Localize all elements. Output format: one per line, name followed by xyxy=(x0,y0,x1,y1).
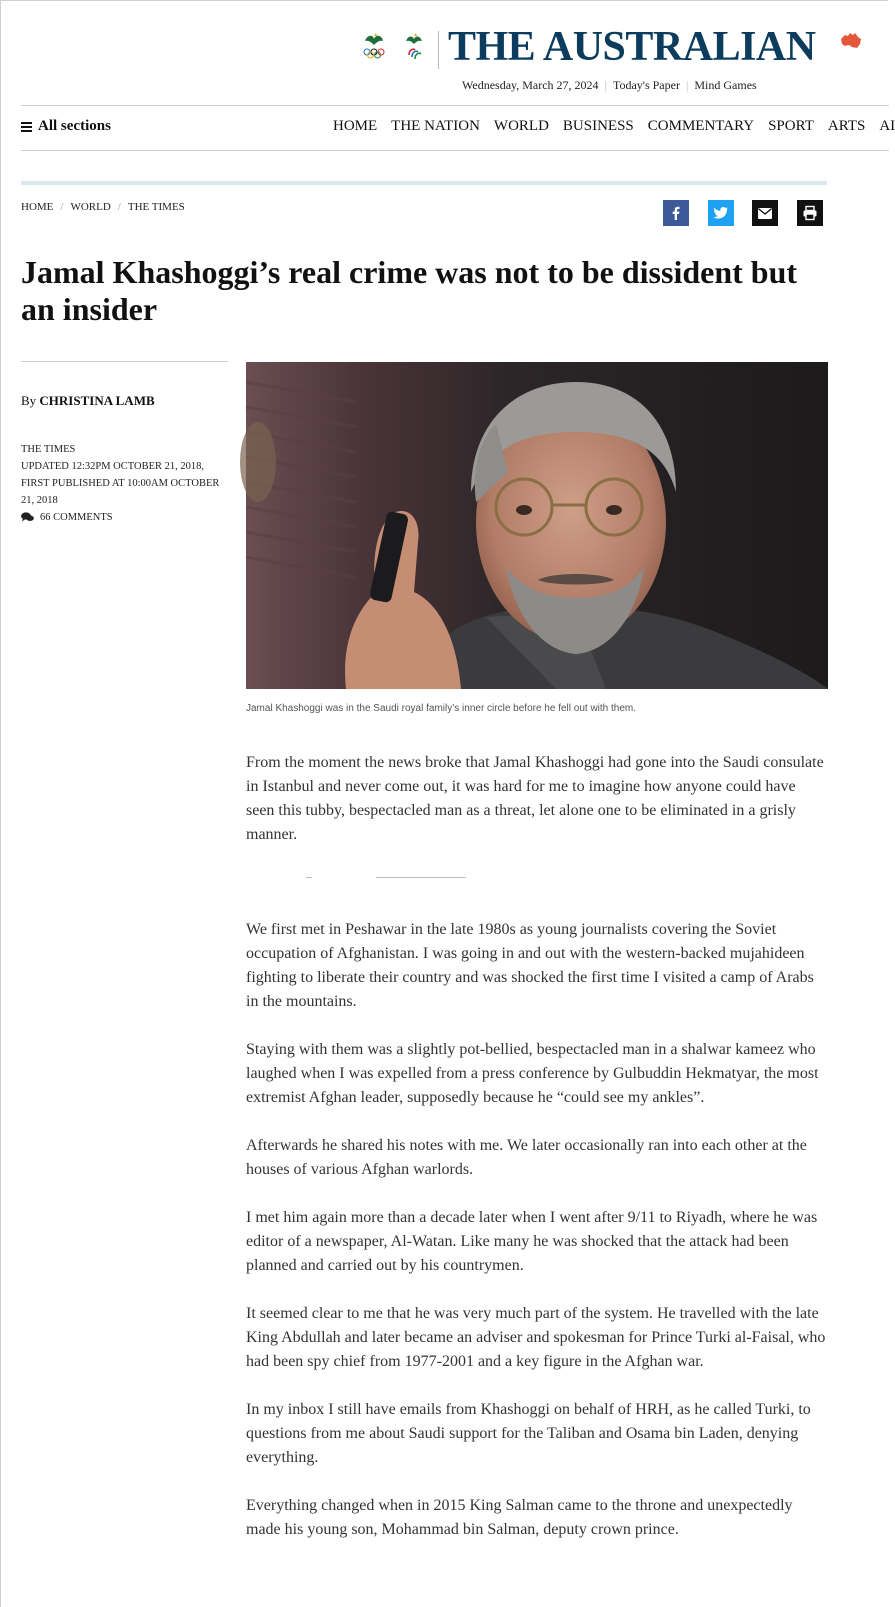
all-sections-button[interactable] xyxy=(21,118,111,135)
email-share-button[interactable] xyxy=(752,200,778,226)
article-source[interactable]: THE TIMES xyxy=(21,444,76,455)
twitter-icon xyxy=(714,207,728,219)
menu-icon xyxy=(21,122,32,132)
sponsor-logos xyxy=(359,31,429,69)
paragraph: I met him again more than a decade later when I went after 9/11 to Riyadh, where he was editor of a newspaper, Al-Watan. Like many he was shocked that the attack had been planned and carried out by his countrymen. xyxy=(246,1209,818,1274)
byline-divider xyxy=(21,361,228,362)
breadcrumb: HOME / WORLD / THE TIMES xyxy=(21,201,185,213)
nav-sport[interactable]: SPORT xyxy=(768,118,814,134)
australia-map-icon xyxy=(839,31,863,51)
todays-paper-link[interactable]: Today's Paper xyxy=(612,78,680,92)
facebook-icon xyxy=(670,206,682,220)
paragraph: We first met in Peshawar in the late 1980s as young journalists covering the Soviet occupation of Afghanistan. I was going in and out with the western-backed mujahideen fighting to liberate their country and was shocked the first time I visited a camp of Arabs in the mountains. xyxy=(246,921,814,1010)
author-link[interactable]: CHRISTINA LAMB xyxy=(39,393,155,408)
article-meta xyxy=(21,441,231,526)
paragraph: It seemed clear to me that he was very much part of the system. He travelled with the late King Abdullah and later became an adviser and spokesman for Prince Turki al-Faisal, who had been spy chief from 1977-2001 and a key figure in the Afghan war. xyxy=(246,1305,826,1370)
paragraph: In my inbox I still have emails from Khashoggi on behalf of HRH, as he called Turki, to questions from me about Saudi support for the Taliban and Osama bin Laden, denying everything. xyxy=(246,1401,811,1466)
masthead xyxy=(1,1,889,105)
nav-the-nation[interactable]: THE NATION xyxy=(391,118,480,134)
nav-world[interactable]: WORLD xyxy=(493,118,549,134)
breadcrumb-home[interactable]: HOME xyxy=(21,201,54,213)
comments-icon xyxy=(21,512,34,523)
article-body xyxy=(246,751,828,1566)
paragraph: Everything changed when in 2015 King Salman came to the throne and unexpectedly made his young son, Mohammad bin Salman, deputy crown prince. xyxy=(246,1497,793,1538)
paragraph: Afterwards he shared his notes with me. We later occasionally ran into each other at the houses of various Afghan warlords. xyxy=(246,1137,807,1178)
print-icon xyxy=(803,206,817,220)
breadcrumb-world[interactable]: WORLD xyxy=(70,201,111,213)
brand-logo[interactable]: THE AUSTRALIAN xyxy=(448,24,816,70)
print-button[interactable] xyxy=(797,200,823,226)
facebook-share-button[interactable] xyxy=(663,200,689,226)
ad-placeholder xyxy=(246,871,828,885)
nav-divider-bottom xyxy=(21,150,889,151)
nav-divider-top xyxy=(21,105,889,106)
nav-ai[interactable]: AI xyxy=(879,118,895,134)
main-nav xyxy=(333,118,895,135)
nav-home[interactable]: HOME xyxy=(333,118,378,134)
all-sections-label: All sections xyxy=(38,118,111,134)
article-timestamp: UPDATED 12:32PM OCTOBER 21, 2018, FIRST PUBLISHED AT 10:00AM OCTOBER 21, 2018 xyxy=(21,461,220,506)
paralympics-australia-icon[interactable] xyxy=(399,31,429,69)
nav-business[interactable]: BUSINESS xyxy=(562,118,634,134)
masthead-divider xyxy=(438,31,439,69)
nav-arts[interactable]: ARTS xyxy=(827,118,866,134)
paragraph: Staying with them was a slightly pot-bellied, bespectacled man in a shalwar kameez who laughed when I was expelled from a press conference by Gulbuddin Hekmatyar, the most extremist Afghan leader, supposedly because he “could see my ankles”. xyxy=(246,1041,819,1106)
image-caption: Jamal Khashoggi was in the Saudi royal family’s inner circle before he fell out with them. xyxy=(246,703,637,714)
email-icon xyxy=(758,208,772,219)
mind-games-link[interactable]: Mind Games xyxy=(694,78,757,92)
twitter-share-button[interactable] xyxy=(708,200,734,226)
comments-link[interactable] xyxy=(21,509,231,526)
paragraph: From the moment the news broke that Jamal Khashoggi had gone into the Saudi consulate in Istanbul and never come out, it was hard for me to imagine how anyone could have seen this tubby, bespectacled man as a threat, let alone one to be eliminated in a grisly manner. xyxy=(246,754,824,843)
current-date: Wednesday, March 27, 2024 xyxy=(462,78,599,92)
byline xyxy=(21,393,155,409)
nav-commentary[interactable]: COMMENTARY xyxy=(647,118,755,134)
comments-count: 66 COMMENTS xyxy=(40,512,113,523)
article-headline: Jamal Khashoggi’s real crime was not to be dissident but an insider xyxy=(21,254,798,327)
article-hero-image[interactable] xyxy=(246,362,828,689)
australian-olympic-icon[interactable] xyxy=(359,31,389,69)
breadcrumb-the-times[interactable]: THE TIMES xyxy=(127,201,185,213)
byline-prefix: By xyxy=(21,393,37,408)
accent-bar xyxy=(21,181,827,185)
dateline: Wednesday, March 27, 2024 | Today's Paper | Mind Games xyxy=(462,78,757,92)
